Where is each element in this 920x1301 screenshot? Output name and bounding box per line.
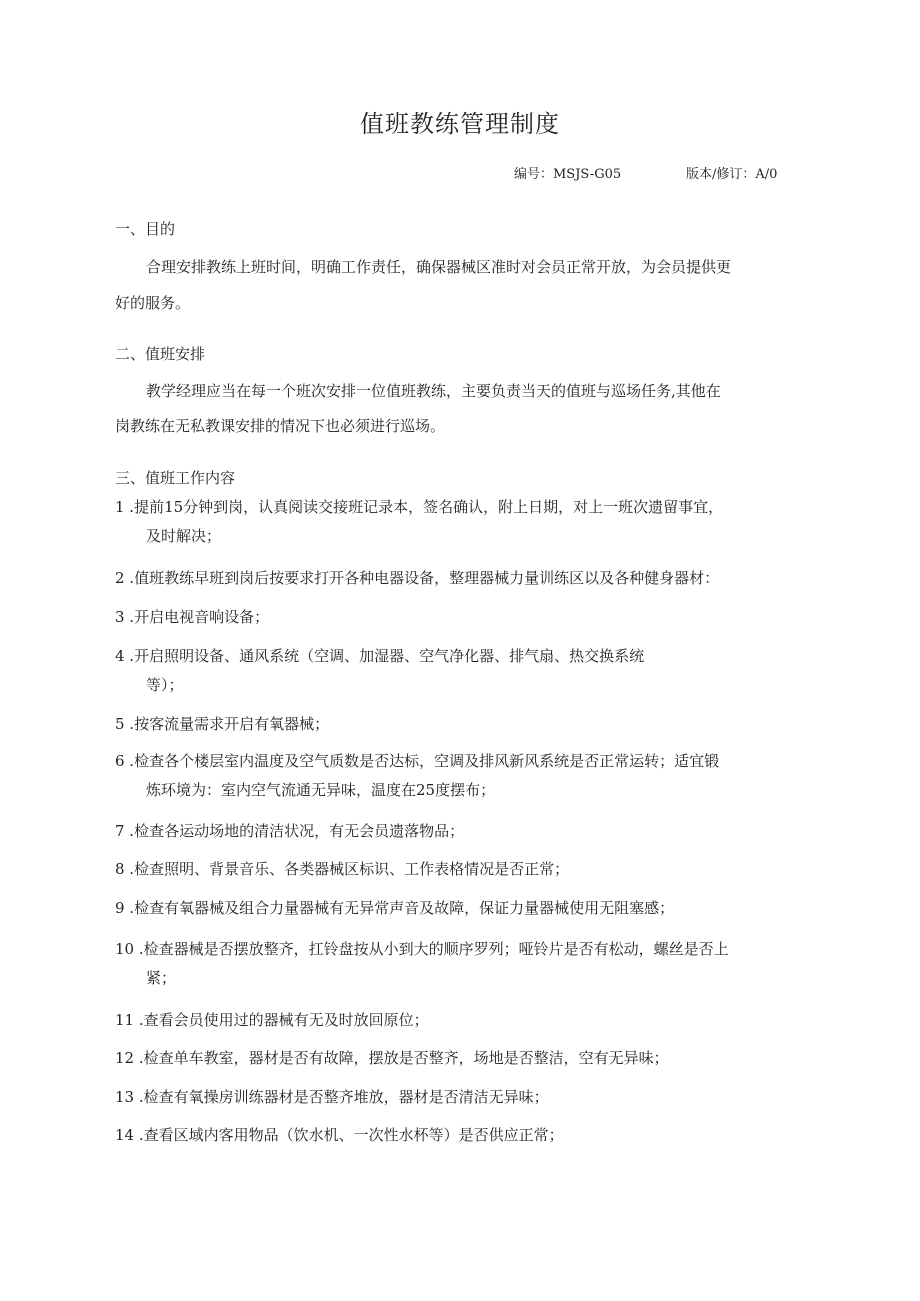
list-item-continuation: 紧；	[146, 969, 177, 987]
list-item: 14 .查看区域内客用物品（饮水机、一次性水杯等）是否供应正常；	[115, 1126, 564, 1144]
list-item-continuation: 等）；	[146, 676, 184, 694]
list-item: 11 .查看会员使用过的器械有无及时放回原位；	[115, 1011, 429, 1029]
list-item-continuation: 炼环境为：室内空气流通无异味，温度在25度摆布；	[146, 781, 496, 799]
list-item: 6 .检查各个楼层室内温度及空气质数是否达标，空调及排风新风系统是否正常运转；适宜锻	[115, 752, 720, 770]
list-item: 13 .检查有氧操房训练器材是否整齐堆放，器材是否清洁无异味；	[115, 1088, 549, 1106]
list-item: 10 .检查器械是否摆放整齐，扛铃盘按从小到大的顺序罗列；哑铃片是否有松动，螺丝是否上	[115, 940, 729, 958]
list-item: 5 .按客流量需求开启有氧器械；	[115, 715, 330, 733]
purpose-paragraph-line2: 好的服务。	[115, 294, 191, 312]
list-item: 1 .提前15分钟到岗，认真阅读交接班记录本，签名确认，附上日期，对上一班次遗留事宜，	[115, 498, 724, 516]
arrangement-paragraph-line1: 教学经理应当在每一个班次安排一位值班教练，主要负责当天的值班与巡场任务,其他在	[146, 382, 721, 400]
document-code: 编号：MSJS-G05	[514, 167, 622, 182]
list-item: 12 .检查单车教室，器材是否有故障，摆放是否整齐，场地是否整洁，空有无异味；	[115, 1049, 669, 1067]
section-heading-duties: 三、值班工作内容	[115, 469, 236, 487]
list-item: 3 .开启电视音响设备；	[115, 608, 270, 626]
document-version: 版本/修订：A/0	[686, 167, 778, 182]
list-item: 7 .检查各运动场地的清洁状况，有无会员遗落物品；	[115, 822, 465, 840]
arrangement-paragraph-line2: 岗教练在无私教课安排的情况下也必须进行巡场。	[115, 417, 446, 435]
section-heading-arrangement: 二、值班安排	[115, 345, 206, 363]
list-item-continuation: 及时解决；	[146, 527, 222, 545]
section-heading-purpose: 一、目的	[115, 220, 176, 238]
purpose-paragraph-line1: 合理安排教练上班时间，明确工作责任，确保器械区准时对会员正常开放，为会员提供更	[146, 258, 732, 276]
page-title: 值班教练管理制度	[360, 110, 560, 138]
list-item: 9 .检查有氧器械及组合力量器械有无异常声音及故障，保证力量器械使用无阻塞感；	[115, 899, 675, 917]
list-item: 2 .值班教练早班到岗后按要求打开各种电器设备，整理器械力量训练区以及各种健身器材：	[115, 569, 720, 587]
list-item: 4 .开启照明设备、通风系统（空调、加湿器、空气净化器、排气扇、热交换系统	[115, 647, 645, 665]
list-item: 8 .检查照明、背景音乐、各类器械区标识、工作表格情况是否正常；	[115, 860, 570, 878]
